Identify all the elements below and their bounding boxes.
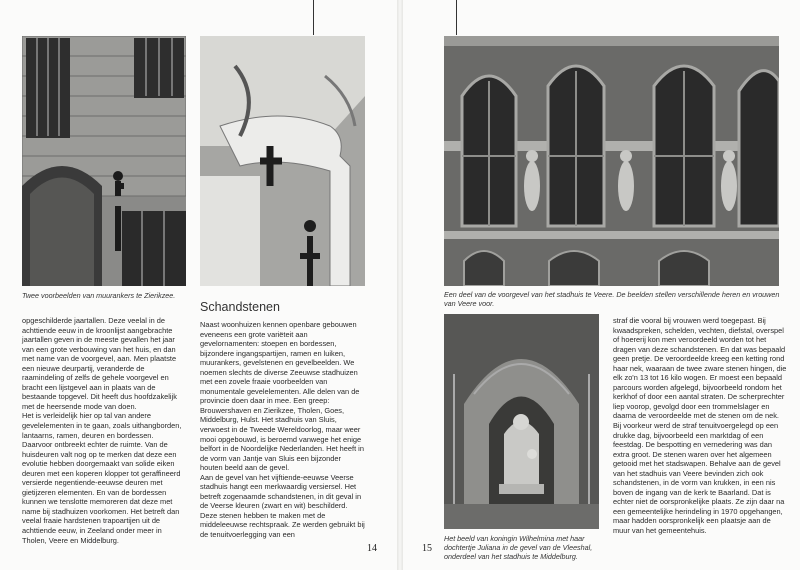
page-number-right: 15	[422, 543, 432, 554]
right-photo-caption-bottom: Het beeld van koningin Wilhelmina met haar dochtertje Juliana in de gevel van de Vleeshal, onderdeel van het stadhuis te Middelburg.	[444, 534, 593, 561]
photo-wall-anchor-1	[22, 36, 186, 286]
photo-wilhelmina-statue	[444, 314, 599, 529]
left-text-column-2: Naast woonhuizen kennen openbare gebouwen eveneens een grote variëteit aan gevelornamenten: stoepen en bordessen, bijzondere ingangspartijen, ramen en luiken, muurankers, gevelstenen en gevelbeelden. We noemen slechts de diverse Zeeuwse stadhuizen met een zovele fraaie voorbeelden van monumentale gevelelementen. Alle delen van de provincie doen daar in mee. Een greep: Brouwershaven en Zierikzee, Tholen, Goes, Middelburg, Hulst. Het stadhuis van Sluis, verwoest in de Tweede Wereldoorlog, maar weer mooi opgebouwd, is beroemd vanwege het enige belfort in de Noordelijke Nederlanden. Het heeft in de vorm van Jantje van Sluis een bijzonder houten beeld aan de gevel. Aan de gevel van het vijftiende-eeuwse Veerse stadhuis hangt een merkwaardig versiersel. Het betreft zogenaamde schandstenen, in dit geval in de Veerse kleuren (zwart en wit) beschilderd. Deze stenen hebben te maken met de middeleeuwse rechtspraak. Ze werden gebruikt bij de tenuitvoerlegging van een	[200, 320, 365, 540]
book-gutter	[397, 0, 403, 570]
crop-mark-top-left	[313, 0, 314, 35]
section-heading-schandstenen: Schandstenen	[200, 300, 280, 314]
crop-mark-top-right	[456, 0, 457, 35]
right-text-column: straf die vooral bij vrouwen werd toegepast. Bij kwaadspreken, schelden, vechten, diefstal, overspel of hoererij kon men veroordeeld worden tot het dragen van deze schandstenen. En dat was bepaald geen pretje. De veroordeelde kreeg een ketting rond haar nek, waaraan de twee zware stenen hingen, die elk zo'n 13 tot 16 kilo wogen. Er moest een bepaald parcours worden afgelegd, bijvoorbeeld rondom het kerkhof of door een aantal straten. De scherprechter liep voorop, gevolgd door een trommelslager en daarna de veroordeelde met de stenen om de nek. Bij voorkeur werd de straf tenuitvoergelegd op een drukke dag, bijvoorbeeld een marktdag of een feestdag. De bespotting en vernedering was dan extra groot. De stenen waren over het algemeen getooid met het stadswapen. Behalve aan de gevel van het stadhuis van Veere bevinden zich ook schandstenen, in de vorm van krukken, in een nis boven de ingang van de kerk te Baarland. Dat is echter niet de oorspronkelijke plaats. Ze zijn daar na een gemeentelijke herindeling in 1970 opgehangen, maar hadden oorspronkelijk een plaatsje aan de muur van het gemeentehuis.	[613, 316, 787, 536]
left-photo-caption: Twee voorbeelden van muurankers te Zierikzee.	[22, 291, 176, 300]
photo-wall-anchor-2	[200, 36, 365, 286]
photo-veere-town-hall-facade	[444, 36, 779, 286]
left-text-column-1: opgeschilderde jaartallen. Deze veelal in de achttiende eeuw in de kroonlijst aangebrachte jaartallen geven in de meeste gevallen het jaar van een grote verbouwing van het huis, en dan met name van de voorgevel, aan. Men plaatste een nieuwe deurpartij, veranderde de raamindeling of zelfs de gehele voorgevel en bracht een lijstgevel aan in plaats van de bestaande topgevel. Dit heeft dus hoofdzakelijk met de heersende mode van doen. Het is verleidelijk hier op tal van andere gevelelementen in te gaan, zoals uithangborden, lantaarns, ramen, deuren en bordessen. Daarvoor ontbreekt echter de ruimte. Van de huisdeuren valt nog op te merken dat deze een evolutie hebben doorgemaakt van solide eiken deuren met een koperen klopper tot geraffineerd versierde negentiende-eeuwse deuren met gietijzeren elementen. En van de bordessen kunnen we tenslotte memoreren dat deze met name bij stadhuizen voorkomen. Het betreft dan veelal fraaie hardstenen trapoartijen uit de achttiende eeuw, in Zeeland onder meer in Tholen, Veere en Middelburg.	[22, 316, 182, 545]
right-photo-caption-top: Een deel van de voorgevel van het stadhuis te Veere. De beelden stellen verschillende heren en vrouwen van Veere voor.	[444, 290, 780, 308]
page-number-left: 14	[367, 543, 377, 554]
